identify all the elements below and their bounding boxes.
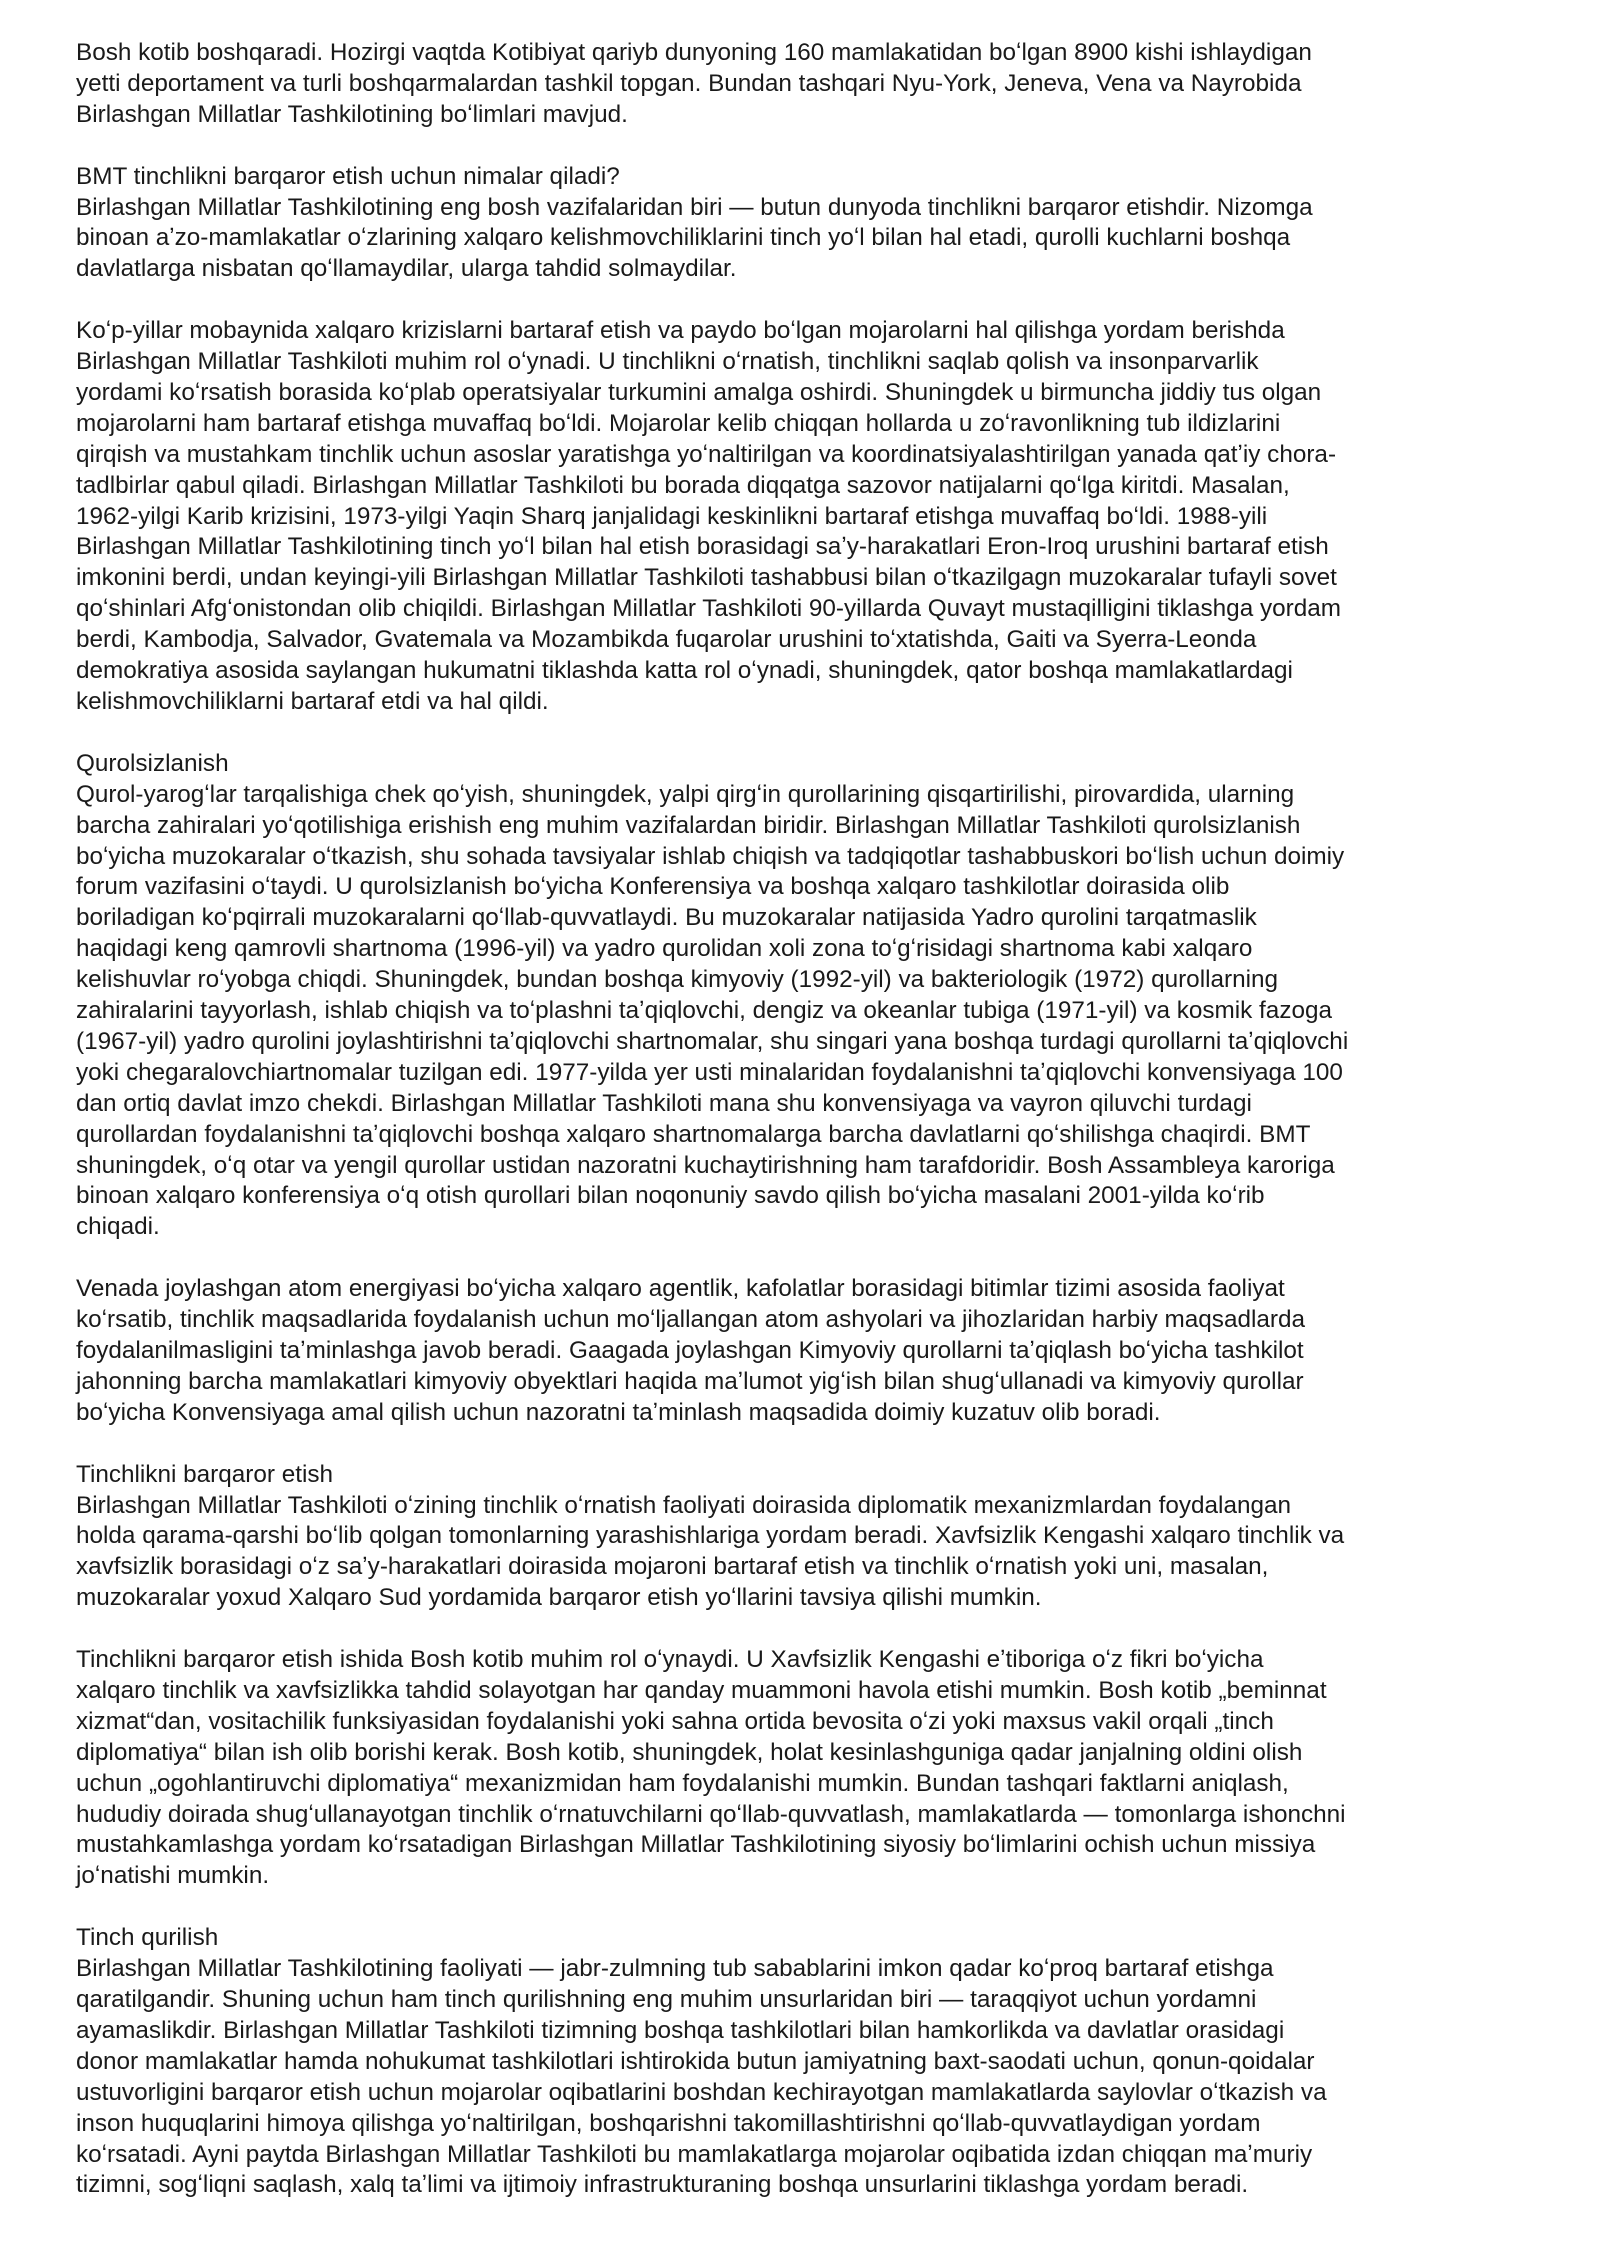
section-heading: Qurolsizlanish	[76, 749, 229, 777]
section-heading: Tinchlikni barqaror etish	[76, 1460, 334, 1488]
section-disarmament-block	[76, 749, 1496, 1244]
section-peacebuilding-block	[76, 1923, 1496, 2201]
intro-paragraph: Bosh kotib boshqaradi. Hozirgi vaqtda Kotibiyat qariyb dunyoning 160 mamlakatidan boʻlgan 8900 kishi ishlaydigan yetti deportament va turli boshqarmalardan tashkil topgan. Bundan tashqari Nyu-York, Jeneva, Vena va Nayrobida Birlashgan Millatlar Tashkilotining boʻlimlari mavjud.	[76, 39, 1312, 128]
section-paragraph: Tinchlikni barqaror etish ishida Bosh kotib muhim rol oʻynaydi. U Xavfsizlik Kengashi eʼtiboriga oʻz fikri boʻyicha xalqaro tinchlik va xavfsizlikka tahdid solayotgan har qanday muammoni havola etishi mumkin. Bosh kotib „beminnat xizmat“dan, vositachilik funksiyasidan foydalanishi yoki sahna ortida bevosita oʻzi yoki maxsus vakil orqali „tinch diplomatiya“ bilan ish olib borishi kerak. Bosh kotib, shuningdek, holat kesinlashguniga qadar janjalning oldini olish uchun „ogohlantiruvchi diplomatiya“ mexanizmidan ham foydalanishi mumkin. Bundan tashqari faktlarni aniqlash, hududiy doirada shugʻullanayotgan tinchlik oʻrnatuvchilarni qoʻllab-quvvatlash, mamlakatlarda — tomonlarga ishonchni mustahkamlashga yordam koʻrsatadigan Birlashgan Millatlar Tashkilotining siyosiy boʻlimlarini ochish uchun missiya joʻnatishi mumkin.	[76, 1646, 1346, 1890]
section-paragraph: Venada joylashgan atom energiyasi boʻyicha xalqaro agentlik, kafolatlar borasidagi bitimlar tizimi asosida faoliyat koʻrsatib, tinchlik maqsadlarida foydalanish uchun moʻljallangan atom ashyolari va jihozlaridan harbiy maqsadlarda foydalanilmasligini taʼminlashga javob beradi. Gaagada joylashgan Kimyoviy qurollarni taʼqiqlash boʻyicha tashkilot jahonning barcha mamlakatlari kimyoviy obyektlari haqida maʼlumot yigʻish bilan shugʻullanadi va kimyoviy qurollar boʻyicha Konvensiyaga amal qilish uchun nazoratni taʼminlash maqsadida doimiy kuzatuv olib boradi.	[76, 1275, 1306, 1426]
section-heading: Tinch qurilish	[76, 1924, 219, 1952]
section-peacemaking-body-block	[76, 1645, 1496, 1892]
section-paragraph: Koʻp-yillar mobaynida xalqaro krizislarni bartaraf etish va paydo boʻlgan mojarolarni hal qilishga yordam berishda Birlashgan Millatlar Tashkiloti muhim rol oʻynadi. U tinchlikni oʻrnatish, tinchlikni saqlab qolish va insonparvarlik yordami koʻrsatish borasida koʻplab operatsiyalar turkumini amalga oshirdi. Shuningdek u birmuncha jiddiy tus olgan mojarolarni ham bartaraf etishga muvaffaq boʻldi. Mojarolar kelib chiqqan hollarda u zoʻravonlikning tub ildizlarini qirqish va mustahkam tinchlik uchun asoslar yaratishga yoʻnaltirilgan va koordinatsiyalashtirilgan yanada qatʼiy chora- tadlbirlar qabul qiladi. Birlashgan Millatlar Tashkiloti bu borada diqqatga sazovor natijalarni qoʻlga kiritdi. Masalan, 1962-yilgi Karib krizisini, 1973-yilgi Yaqin Sharq janjalidagi keskinlikni bartaraf etishga muvaffaq boʻldi. 1988-yili Birlashgan Millatlar Tashkilotining tinch yoʻl bilan hal etish borasidagi saʼy-harakatlari Eron-Iroq urushini bartaraf etish imkonini berdi, undan keyingi-yili Birlashgan Millatlar Tashkiloti tashabbusi bilan oʻtkazilgagn muzokaralar tufayli sovet qoʻshinlari Afgʻonistondan olib chiqildi. Birlashgan Millatlar Tashkiloti 90-yillarda Quvayt mustaqilligini tiklashga yordam berdi, Kambodja, Salvador, Gvatemala va Mozambikda fuqarolar urushini toʻxtatishda, Gaiti va Syerra-Leonda demokratiya asosida saylangan hukumatni tiklashda katta rol oʻynadi, shuningdek, qator boshqa mamlakatlardagi kelishmovchiliklarni bartaraf etdi va hal qildi.	[76, 317, 1341, 715]
section-disarmament-body-block	[76, 1274, 1496, 1429]
section-peacemaking-block	[76, 1460, 1496, 1615]
intro-block	[76, 38, 1496, 131]
section-peace-body-block	[76, 316, 1496, 718]
section-paragraph: Birlashgan Millatlar Tashkiloti oʻzining tinchlik oʻrnatish faoliyati doirasida diplomatik mexanizmlardan foydalangan holda qarama-qarshi boʻlib qolgan tomonlarning yarashishlariga yordam beradi. Xavfsizlik Kengashi xalqaro tinchlik va xavfsizlik borasidagi oʻz saʼy-harakatlari doirasida mojaroni bartaraf etish va tinchlik oʻrnatish yoki uni, masalan, muzokaralar yoxud Xalqaro Sud yordamida barqaror etish yoʻllarini tavsiya qilishi mumkin.	[76, 1491, 1345, 1612]
section-heading: BMT tinchlikni barqaror etish uchun nimalar qiladi?	[76, 162, 620, 190]
section-peace-heading-block	[76, 162, 1496, 286]
document-page	[76, 38, 1496, 2232]
section-paragraph: Birlashgan Millatlar Tashkilotining eng bosh vazifalaridan biri — butun dunyoda tinchlikni barqaror etishdir. Nizomga binoan aʼzo-mamlakatlar oʻzlarining xalqaro kelishmovchiliklarini tinch yoʻl bilan hal etadi, qurolli kuchlarni boshqa davlatlarga nisbatan qoʻllamaydilar, ularga tahdid solmaydilar.	[76, 193, 1313, 283]
section-paragraph: Qurol-yarogʻlar tarqalishiga chek qoʻyish, shuningdek, yalpi qirgʻin qurollarining qisqartirilishi, pirovardida, ularning barcha zahiralari yoʻqotilishiga erishish eng muhim vazifalardan biridir. Birlashgan Millatlar Tashkiloti qurolsizlanish boʻyicha muzokaralar oʻtkazish, shu sohada tavsiyalar ishlab chiqish va tadqiqotlar tashabbuskori boʻlish uchun doimiy forum vazifasini oʻtaydi. U qurolsizlanish boʻyicha Konferensiya va boshqa xalqaro tashkilotlar doirasida olib boriladigan koʻpqirrali muzokaralarni qoʻllab-quvvatlaydi. Bu muzokaralar natijasida Yadro qurolini tarqatmaslik haqidagi keng qamrovli shartnoma (1996-yil) va yadro qurolidan xoli zona toʻgʻrisidagi shartnoma kabi xalqaro kelishuvlar roʻyobga chiqdi. Shuningdek, bundan boshqa kimyoviy (1992-yil) va bakteriologik (1972) qurollarning zahiralarini tayyorlash, ishlab chiqish va toʻplashni taʼqiqlovchi, dengiz va okeanlar tubiga (1971-yil) va kosmik fazoga (1967-yil) yadro qurolini joylashtirishni taʼqiqlovchi shartnomalar, shu singari yana boshqa turdagi qurollarni taʼqiqlovchi yoki chegaralovchiartnomalar tuzilgan edi. 1977-yilda yer usti minalaridan foydalanishni taʼqiqlovchi konvensiyaga 100 dan ortiq davlat imzo chekdi. Birlashgan Millatlar Tashkiloti mana shu konvensiyaga va vayron qiluvchi turdagi qurollardan foydalanishni taʼqiqlovchi boshqa xalqaro shartnomalarga barcha davlatlarni qoʻshilishga chaqirdi. BMT shuningdek, oʻq otar va yengil qurollar ustidan nazoratni kuchaytirishning ham tarafdoridir. Bosh Assambleya karoriga binoan xalqaro konferensiya oʻq otish qurollari bilan noqonuniy savdo qilish boʻyicha masalani 2001-yilda koʻrib chiqadi.	[76, 780, 1349, 1241]
section-paragraph: Birlashgan Millatlar Tashkilotining faoliyati — jabr-zulmning tub sabablarini imkon qadar koʻproq bartaraf etishga qaratilgandir. Shuning uchun ham tinch qurilishning eng muhim unsurlaridan biri — taraqqiyot uchun yordamni ayamaslikdir. Birlashgan Millatlar Tashkiloti tizimning boshqa tashkilotlari bilan hamkorlikda va davlatlar orasidagi donor mamlakatlar hamda nohukumat tashkilotlari ishtirokida butun jamiyatning baxt-saodati uchun, qonun-qoidalar ustuvorligini barqaror etish uchun mojarolar oqibatlarini boshdan kechirayotgan mamlakatlarda saylovlar oʻtkazish va inson huquqlarini himoya qilishga yoʻnaltirilgan, boshqarishni takomillashtirishni qoʻllab-quvvatlaydigan yordam koʻrsatadi. Ayni paytda Birlashgan Millatlar Tashkiloti bu mamlakatlarga mojarolar oqibatida izdan chiqqan maʼmuriy tizimni, sogʻliqni saqlash, xalq taʼlimi va ijtimoiy infrastrukturaning boshqa unsurlarini tiklashga yordam beradi.	[76, 1955, 1327, 2199]
